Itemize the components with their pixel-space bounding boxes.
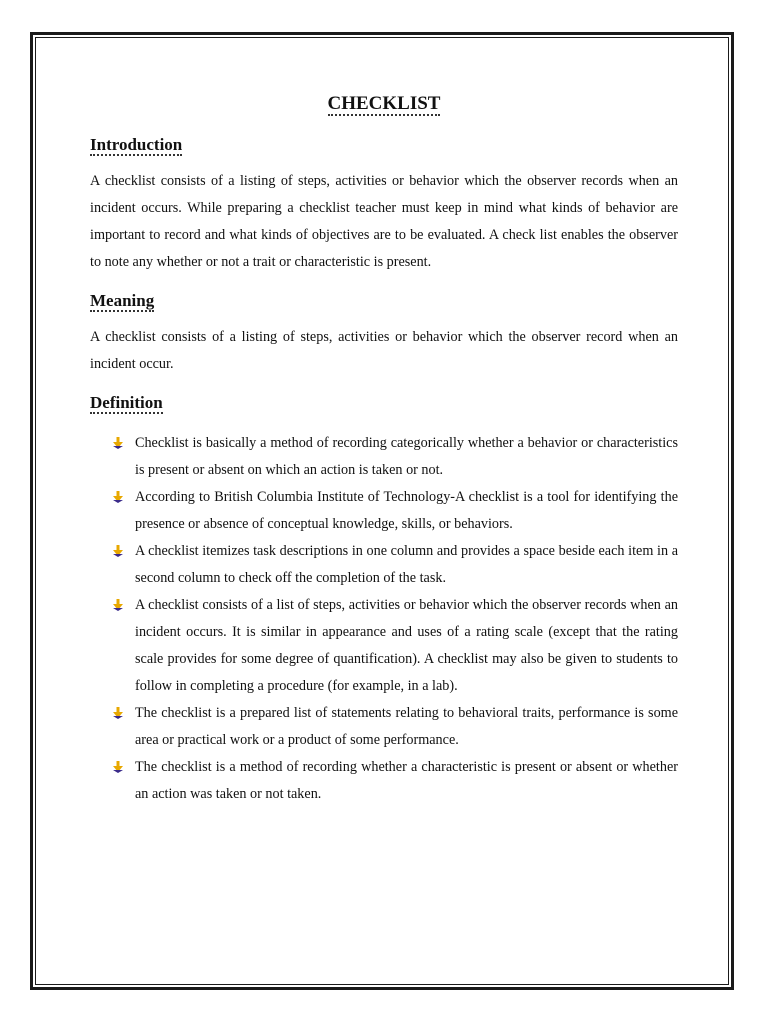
down-arrow-bullet-icon: [113, 599, 123, 611]
down-arrow-bullet-icon: [113, 437, 123, 449]
down-arrow-bullet-icon: [113, 761, 123, 773]
definition-list: [90, 430, 678, 808]
definition-heading: [90, 390, 678, 416]
document-content: [90, 88, 678, 808]
list-item: [135, 700, 678, 754]
list-item-text: Checklist is basically a method of recording categorically whether a behavior or characteristics is present or absent on which an action is taken or not.: [135, 435, 678, 478]
meaning-heading-text: Meaning: [90, 291, 155, 310]
introduction-heading-text: Introduction: [90, 135, 183, 154]
list-item-text: A checklist consists of a list of steps, activities or behavior which the observer records when an incident occurs. It is similar in appearance and uses of a rating scale (except that the rating scale provides for some degree of quantification). A checklist may also be given to students to follow in completing a procedure (for example, in a lab).: [135, 597, 678, 694]
list-item-text: The checklist is a prepared list of statements relating to behavioral traits, performance is some area or practical work or a product of some performance.: [135, 705, 678, 748]
list-item-text: The checklist is a method of recording whether a characteristic is present or absent or whether an action was taken or not taken.: [135, 759, 678, 802]
list-item: [135, 754, 678, 808]
list-item-text: A checklist itemizes task descriptions in one column and provides a space beside each item in a second column to check off the completion of the task.: [135, 543, 678, 586]
page-title-text: CHECKLIST: [327, 93, 441, 114]
list-item: [135, 592, 678, 700]
meaning-heading: [90, 288, 678, 314]
down-arrow-bullet-icon: [113, 491, 123, 503]
definition-heading-text: Definition: [90, 393, 163, 412]
list-item: [135, 538, 678, 592]
down-arrow-bullet-icon: [113, 707, 123, 719]
introduction-paragraph: A checklist consists of a listing of steps, activities or behavior which the observer records when an incident occurs. While preparing a checklist teacher must keep in mind what kinds of behavior are important to record and what kinds of objectives are to be evaluated. A check list enables the observer to note any whether or not a trait or characteristic is present.: [90, 173, 678, 270]
introduction-heading: [90, 132, 678, 158]
list-item-text: According to British Columbia Institute of Technology-A checklist is a tool for identifying the presence or absence of conceptual knowledge, skills, or behaviors.: [135, 489, 678, 532]
list-item: [135, 430, 678, 484]
list-item: [135, 484, 678, 538]
down-arrow-bullet-icon: [113, 545, 123, 557]
meaning-paragraph: A checklist consists of a listing of steps, activities or behavior which the observer record when an incident occur.: [90, 329, 678, 372]
page-title: [90, 88, 678, 120]
